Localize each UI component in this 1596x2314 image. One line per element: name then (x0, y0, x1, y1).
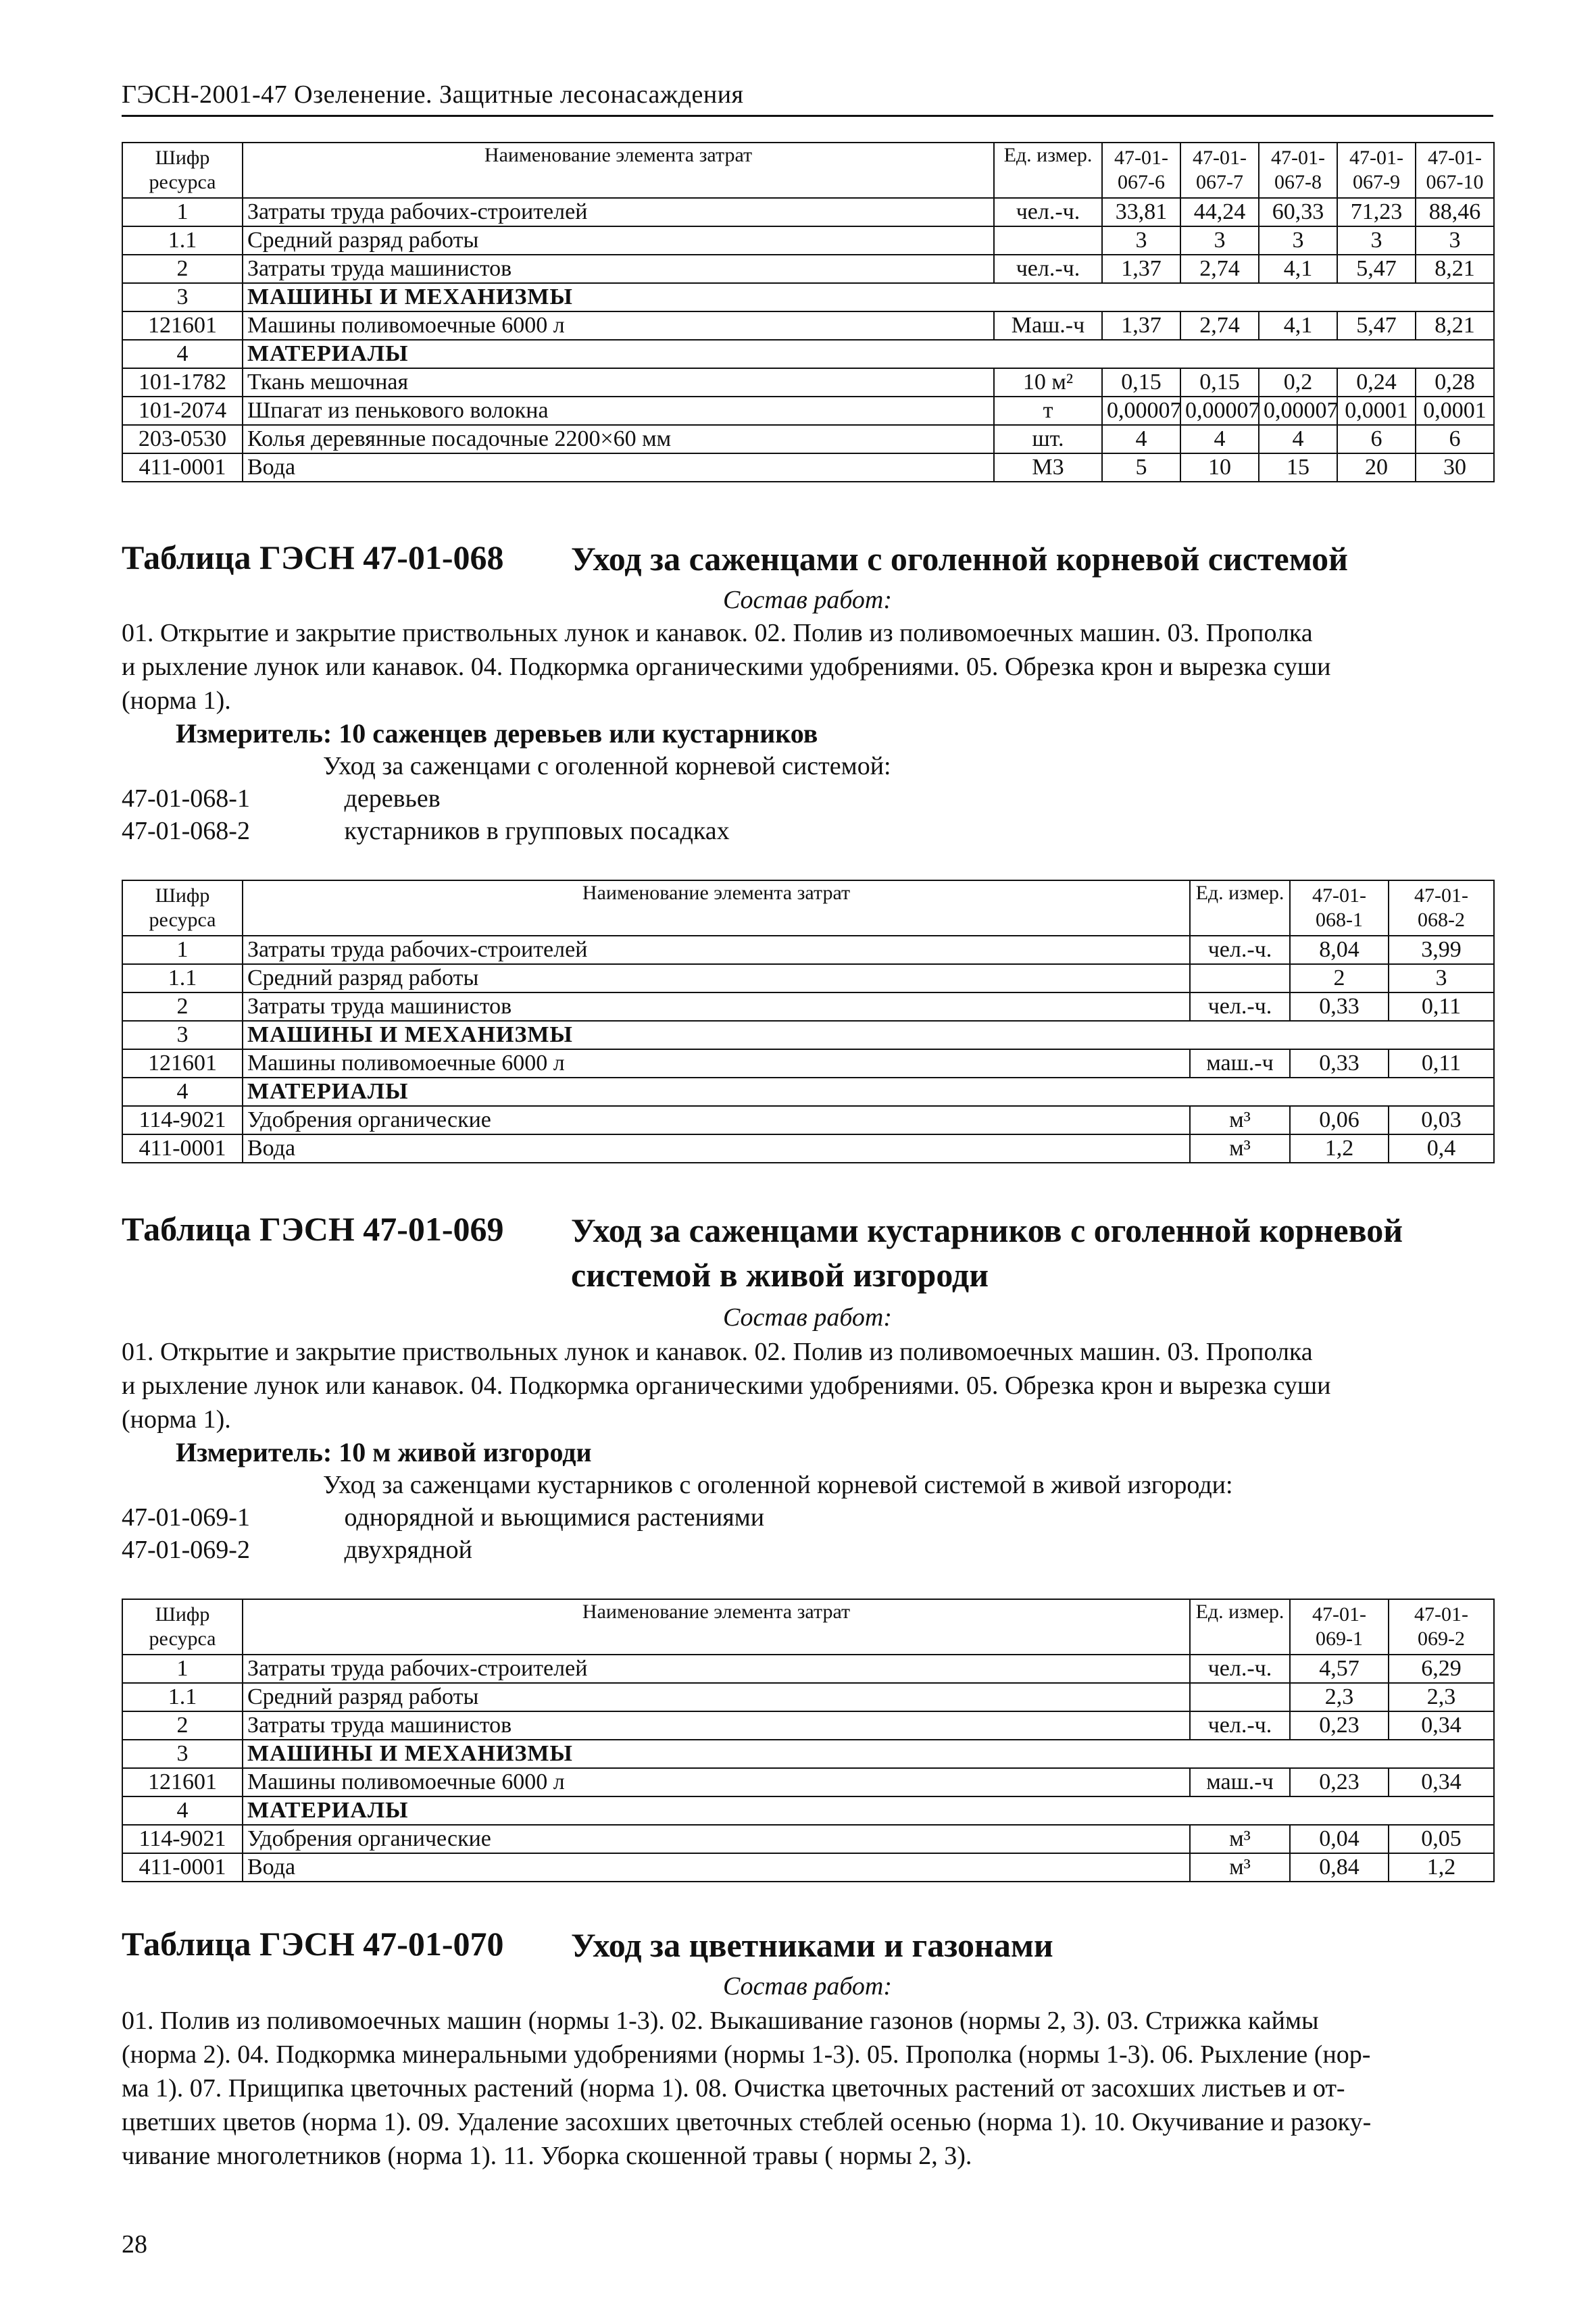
norm-value: 0,00007 (1180, 397, 1259, 425)
norm-value: 0,00007 (1102, 397, 1180, 425)
table-label: Таблица ГЭСН 47-01-070 (122, 1925, 504, 1963)
resource-code: 1 (122, 936, 243, 964)
section-row (122, 1021, 1494, 1049)
section-row (122, 1078, 1494, 1106)
work-composition-label: Состав работ: (722, 1972, 893, 2001)
resource-code: 121601 (122, 1049, 243, 1078)
header-text: 47-01- (1312, 1603, 1366, 1626)
table-row (122, 368, 1494, 397)
unit: м³ (1190, 1134, 1290, 1163)
table-row (122, 1049, 1494, 1078)
norm-value: 88,46 (1416, 198, 1494, 226)
resource-code: 1 (122, 1655, 243, 1683)
norm-value: 5,47 (1337, 255, 1416, 283)
header-text: Шифр (155, 1603, 210, 1626)
work-composition-text (122, 1335, 1493, 1436)
resource-code: 4 (122, 1078, 243, 1106)
norm-value: 2 (1290, 964, 1389, 992)
resource-code: 1.1 (122, 1683, 243, 1711)
work-composition-label: Состав работ: (722, 586, 893, 614)
header-text: 068-1 (1316, 909, 1363, 931)
unit: чел.-ч. (994, 255, 1102, 283)
norm-column-header (1389, 880, 1494, 936)
norm-value: 3 (1102, 226, 1180, 255)
table-title-070 (122, 1924, 1493, 1967)
norm-value: 0,2 (1259, 368, 1337, 397)
text-line: и рыхление лунок или канавок. 04. Подкормка органическими удобрениями. 05. Обрезка крон и вырезка суши (122, 653, 1331, 681)
norm-value: 4,57 (1290, 1655, 1389, 1683)
table-row (122, 964, 1494, 992)
variants-intro: Уход за саженцами кустарников с оголенной корневой системой в живой изгороди: (323, 1471, 1233, 1499)
resource-name: Удобрения органические (243, 1825, 1190, 1853)
resource-name: Затраты труда рабочих-строителей (243, 198, 994, 226)
page-number: 28 (122, 2230, 147, 2259)
text-line: цветших цветов (норма 1). 09. Удаление засохших цветочных стеблей осенью (норма 1). 10. Окучивание и разоку- (122, 2108, 1372, 2136)
resource-code: 3 (122, 1740, 243, 1768)
norm-value: 2,3 (1389, 1683, 1494, 1711)
table-row (122, 936, 1494, 964)
unit: чел.-ч. (1190, 1655, 1290, 1683)
variant-row (122, 1503, 764, 1532)
resource-name: Колья деревянные посадочные 2200×60 мм (243, 425, 994, 453)
variant-code: 47-01-068-1 (122, 784, 250, 813)
norm-column-header (1180, 143, 1259, 198)
norm-value: 0,04 (1290, 1825, 1389, 1853)
norm-value: 0,11 (1389, 992, 1494, 1021)
resource-code: 2 (122, 255, 243, 283)
resource-name: Средний разряд работы (243, 964, 1190, 992)
header-text: 067-7 (1196, 171, 1243, 193)
table-row (122, 1655, 1494, 1683)
table-row (122, 397, 1494, 425)
unit: м³ (1190, 1106, 1290, 1134)
resource-code: 4 (122, 340, 243, 368)
work-composition-text (122, 616, 1493, 718)
norm-column-header (1337, 143, 1416, 198)
text-line: 01. Полив из поливомоечных машин (нормы 1-3). 02. Выкашивание газонов (нормы 2, 3). 03. Стрижка каймы (122, 2007, 1319, 2035)
norm-value: 2,74 (1180, 255, 1259, 283)
table-row (122, 425, 1494, 453)
header-row (122, 1599, 1494, 1655)
resource-name: Затраты труда рабочих-строителей (243, 936, 1190, 964)
norm-value: 8,21 (1416, 255, 1494, 283)
variants-intro: Уход за саженцами с оголенной корневой системой: (323, 752, 891, 780)
header-text: 068-2 (1418, 909, 1465, 931)
table-row (122, 1768, 1494, 1796)
resource-name: Вода (243, 453, 994, 482)
unit: т (994, 397, 1102, 425)
norm-value: 1,2 (1290, 1134, 1389, 1163)
measure-line (176, 1436, 592, 1468)
header-text: ресурса (149, 909, 216, 931)
norm-value: 4,1 (1259, 311, 1337, 340)
norm-value: 6 (1337, 425, 1416, 453)
norm-value: 0,24 (1337, 368, 1416, 397)
norm-value: 44,24 (1180, 198, 1259, 226)
norm-value: 0,23 (1290, 1711, 1389, 1740)
resource-table-067 (122, 142, 1495, 482)
unit-header: Ед. измер. (1190, 1599, 1290, 1655)
resource-name: Средний разряд работы (243, 1683, 1190, 1711)
norm-value: 0,0001 (1337, 397, 1416, 425)
table-row (122, 1825, 1494, 1853)
table-name-line1: Уход за саженцами кустарников с оголенной корневой (571, 1211, 1403, 1249)
header-row (122, 143, 1494, 198)
section-row (122, 283, 1494, 311)
header-text: ресурса (149, 1628, 216, 1650)
norm-value: 0,23 (1290, 1768, 1389, 1796)
norm-value: 0,0001 (1416, 397, 1494, 425)
norm-value: 0,06 (1290, 1106, 1389, 1134)
norm-column-header (1389, 1599, 1494, 1655)
section-heading: МАШИНЫ И МЕХАНИЗМЫ (243, 1740, 1494, 1768)
variant-code: 47-01-069-2 (122, 1536, 250, 1564)
variant-row (122, 816, 730, 846)
table-title-069 (122, 1209, 1493, 1297)
norm-value: 4,1 (1259, 255, 1337, 283)
header-text: 47-01- (1349, 147, 1403, 169)
norm-value: 30 (1416, 453, 1494, 482)
resource-code: 101-1782 (122, 368, 243, 397)
table-label: Таблица ГЭСН 47-01-068 (122, 538, 504, 576)
text-line: (норма 2). 04. Подкормка минеральными удобрениями (нормы 1-3). 05. Прополка (нормы 1-3). 06. Рыхление (нор- (122, 2040, 1371, 2069)
norm-value: 3 (1416, 226, 1494, 255)
norm-value: 5,47 (1337, 311, 1416, 340)
header-text: 47-01- (1114, 147, 1168, 169)
unit: чел.-ч. (1190, 992, 1290, 1021)
norm-value: 2,3 (1290, 1683, 1389, 1711)
norm-value: 6,29 (1389, 1655, 1494, 1683)
header-text: 47-01- (1312, 884, 1366, 907)
unit: чел.-ч. (1190, 936, 1290, 964)
norm-value: 3 (1259, 226, 1337, 255)
resource-code: 1 (122, 198, 243, 226)
header-text: 067-6 (1118, 171, 1165, 193)
header-text: 47-01- (1193, 147, 1247, 169)
resource-name: Машины поливомоечные 6000 л (243, 1768, 1190, 1796)
norm-value: 0,34 (1389, 1768, 1494, 1796)
norm-value: 0,11 (1389, 1049, 1494, 1078)
section-row (122, 1740, 1494, 1768)
table-row (122, 198, 1494, 226)
table-row (122, 1711, 1494, 1740)
section-heading: МАТЕРИАЛЫ (243, 340, 1494, 368)
measure-line (176, 718, 818, 749)
norm-value: 0,84 (1290, 1853, 1389, 1882)
header-text: 47-01- (1428, 147, 1482, 169)
code-header (122, 1599, 243, 1655)
header-text: Шифр (155, 884, 210, 907)
table-row (122, 1134, 1494, 1163)
norm-column-header (1290, 1599, 1389, 1655)
code-header (122, 880, 243, 936)
norm-value: 71,23 (1337, 198, 1416, 226)
section-row (122, 1796, 1494, 1825)
variant-text: деревьев (344, 784, 441, 813)
resource-code: 411-0001 (122, 453, 243, 482)
variant-code: 47-01-068-2 (122, 817, 250, 845)
unit-header: Ед. измер. (994, 143, 1102, 198)
variant-code: 47-01-069-1 (122, 1503, 250, 1532)
norm-column-header (1102, 143, 1180, 198)
norm-value: 0,00007 (1259, 397, 1337, 425)
header-text: 067-10 (1426, 171, 1484, 193)
unit: м³ (1190, 1825, 1290, 1853)
name-header: Наименование элемента затрат (243, 880, 1190, 936)
resource-code: 203-0530 (122, 425, 243, 453)
measure-label: Измеритель: (176, 1437, 332, 1467)
norm-column-header (1416, 143, 1494, 198)
table-name: Уход за цветниками и газонами (571, 1926, 1053, 1964)
text-line: 01. Открытие и закрытие приствольных лунок и канавок. 02. Полив из поливомоечных машин. 03. Прополка (122, 619, 1313, 647)
text-line: чивание многолетников (норма 1). 11. Уборка скошенной травы ( нормы 2, 3). (122, 2142, 972, 2170)
norm-value: 2,74 (1180, 311, 1259, 340)
header-text: 067-9 (1353, 171, 1400, 193)
unit: чел.-ч. (994, 198, 1102, 226)
name-header: Наименование элемента затрат (243, 1599, 1190, 1655)
table-row (122, 1683, 1494, 1711)
unit: маш.-ч (1190, 1049, 1290, 1078)
table-title-068 (122, 538, 1493, 581)
norm-value: 0,05 (1389, 1825, 1494, 1853)
norm-value: 3 (1180, 226, 1259, 255)
resource-table-068 (122, 880, 1495, 1163)
variant-text: двухрядной (344, 1536, 472, 1564)
header-rule (122, 115, 1493, 117)
header-text: Шифр (155, 147, 210, 169)
resource-name: Машины поливомоечные 6000 л (243, 311, 994, 340)
resource-code: 1.1 (122, 964, 243, 992)
resource-name: Ткань мешочная (243, 368, 994, 397)
norm-value: 4 (1102, 425, 1180, 453)
measure-value: 10 саженцев деревьев или кустарников (339, 718, 818, 749)
unit: маш.-ч (1190, 1768, 1290, 1796)
resource-name: Затраты труда машинистов (243, 992, 1190, 1021)
norm-value: 3,99 (1389, 936, 1494, 964)
norm-value: 20 (1337, 453, 1416, 482)
norm-value: 0,15 (1102, 368, 1180, 397)
resource-name: Затраты труда рабочих-строителей (243, 1655, 1190, 1683)
unit: чел.-ч. (1190, 1711, 1290, 1740)
resource-name: Машины поливомоечные 6000 л (243, 1049, 1190, 1078)
norm-value: 8,21 (1416, 311, 1494, 340)
measure-label: Измеритель: (176, 718, 332, 749)
code-header (122, 143, 243, 198)
resource-code: 4 (122, 1796, 243, 1825)
section-heading: МАТЕРИАЛЫ (243, 1078, 1494, 1106)
resource-name: Вода (243, 1853, 1190, 1882)
norm-value: 0,34 (1389, 1711, 1494, 1740)
resource-code: 114-9021 (122, 1106, 243, 1134)
section-heading: МАТЕРИАЛЫ (243, 1796, 1494, 1825)
text-line: ма 1). 07. Прищипка цветочных растений (норма 1). 08. Очистка цветочных растений от засохших листьев и от- (122, 2074, 1345, 2103)
header-text: ресурса (149, 171, 216, 193)
section-heading: МАШИНЫ И МЕХАНИЗМЫ (243, 283, 1494, 311)
table-row (122, 992, 1494, 1021)
unit: Маш.-ч (994, 311, 1102, 340)
norm-value: 0,03 (1389, 1106, 1494, 1134)
resource-table-069 (122, 1599, 1495, 1882)
unit: м³ (1190, 1853, 1290, 1882)
resource-code: 3 (122, 283, 243, 311)
norm-column-header (1259, 143, 1337, 198)
norm-value: 60,33 (1259, 198, 1337, 226)
unit: 10 м² (994, 368, 1102, 397)
header-text: 47-01- (1414, 884, 1468, 907)
variant-text: кустарников в групповых посадках (344, 817, 730, 845)
text-line: (норма 1). (122, 686, 231, 715)
norm-value: 0,4 (1389, 1134, 1494, 1163)
text-line: (норма 1). (122, 1405, 231, 1434)
unit-header: Ед. измер. (1190, 880, 1290, 936)
resource-code: 114-9021 (122, 1825, 243, 1853)
variant-text: однорядной и вьющимися растениями (344, 1503, 765, 1532)
variant-row (122, 784, 441, 813)
norm-value: 0,33 (1290, 992, 1389, 1021)
unit: шт. (994, 425, 1102, 453)
resource-code: 2 (122, 1711, 243, 1740)
work-composition-label: Состав работ: (722, 1303, 893, 1332)
norm-value: 3 (1389, 964, 1494, 992)
resource-name: Затраты труда машинистов (243, 255, 994, 283)
header-text: 47-01- (1414, 1603, 1468, 1626)
resource-code: 411-0001 (122, 1853, 243, 1882)
resource-name: Затраты труда машинистов (243, 1711, 1190, 1740)
unit (994, 226, 1102, 255)
norm-column-header (1290, 880, 1389, 936)
resource-code: 121601 (122, 311, 243, 340)
header-text: 069-2 (1418, 1628, 1465, 1650)
norm-value: 33,81 (1102, 198, 1180, 226)
norm-value: 4 (1259, 425, 1337, 453)
norm-value: 10 (1180, 453, 1259, 482)
resource-name: Удобрения органические (243, 1106, 1190, 1134)
resource-code: 3 (122, 1021, 243, 1049)
name-header: Наименование элемента затрат (243, 143, 994, 198)
norm-value: 8,04 (1290, 936, 1389, 964)
resource-code: 411-0001 (122, 1134, 243, 1163)
table-row (122, 255, 1494, 283)
header-text: 069-1 (1316, 1628, 1363, 1650)
resource-code: 2 (122, 992, 243, 1021)
section-row (122, 340, 1494, 368)
resource-code: 101-2074 (122, 397, 243, 425)
work-composition-text (122, 2004, 1493, 2173)
table-row (122, 1853, 1494, 1882)
resource-name: Вода (243, 1134, 1190, 1163)
norm-value: 3 (1337, 226, 1416, 255)
norm-value: 1,2 (1389, 1853, 1494, 1882)
unit (1190, 1683, 1290, 1711)
norm-value: 15 (1259, 453, 1337, 482)
table-label: Таблица ГЭСН 47-01-069 (122, 1210, 504, 1248)
norm-value: 1,37 (1102, 311, 1180, 340)
table-name-line2: системой в живой изгороди (571, 1256, 989, 1294)
unit: М3 (994, 453, 1102, 482)
resource-code: 1.1 (122, 226, 243, 255)
resource-code: 121601 (122, 1768, 243, 1796)
header-text: 47-01- (1271, 147, 1325, 169)
table-row (122, 453, 1494, 482)
measure-value: 10 м живой изгороди (339, 1437, 592, 1467)
section-heading: МАШИНЫ И МЕХАНИЗМЫ (243, 1021, 1494, 1049)
header-text: 067-8 (1274, 171, 1322, 193)
resource-name: Средний разряд работы (243, 226, 994, 255)
norm-value: 0,28 (1416, 368, 1494, 397)
text-line: и рыхление лунок или канавок. 04. Подкормка органическими удобрениями. 05. Обрезка крон и вырезка суши (122, 1372, 1331, 1400)
variant-row (122, 1535, 472, 1565)
norm-value: 1,37 (1102, 255, 1180, 283)
running-header: ГЭСН-2001-47 Озеленение. Защитные лесонасаждения (122, 80, 744, 109)
header-row (122, 880, 1494, 936)
norm-value: 0,33 (1290, 1049, 1389, 1078)
text-line: 01. Открытие и закрытие приствольных лунок и канавок. 02. Полив из поливомоечных машин. 03. Прополка (122, 1338, 1313, 1366)
norm-value: 0,15 (1180, 368, 1259, 397)
table-name: Уход за саженцами с оголенной корневой системой (571, 540, 1348, 578)
resource-name: Шпагат из пенькового волокна (243, 397, 994, 425)
table-row (122, 311, 1494, 340)
norm-value: 6 (1416, 425, 1494, 453)
table-row (122, 1106, 1494, 1134)
table-row (122, 226, 1494, 255)
norm-value: 5 (1102, 453, 1180, 482)
norm-value: 4 (1180, 425, 1259, 453)
unit (1190, 964, 1290, 992)
